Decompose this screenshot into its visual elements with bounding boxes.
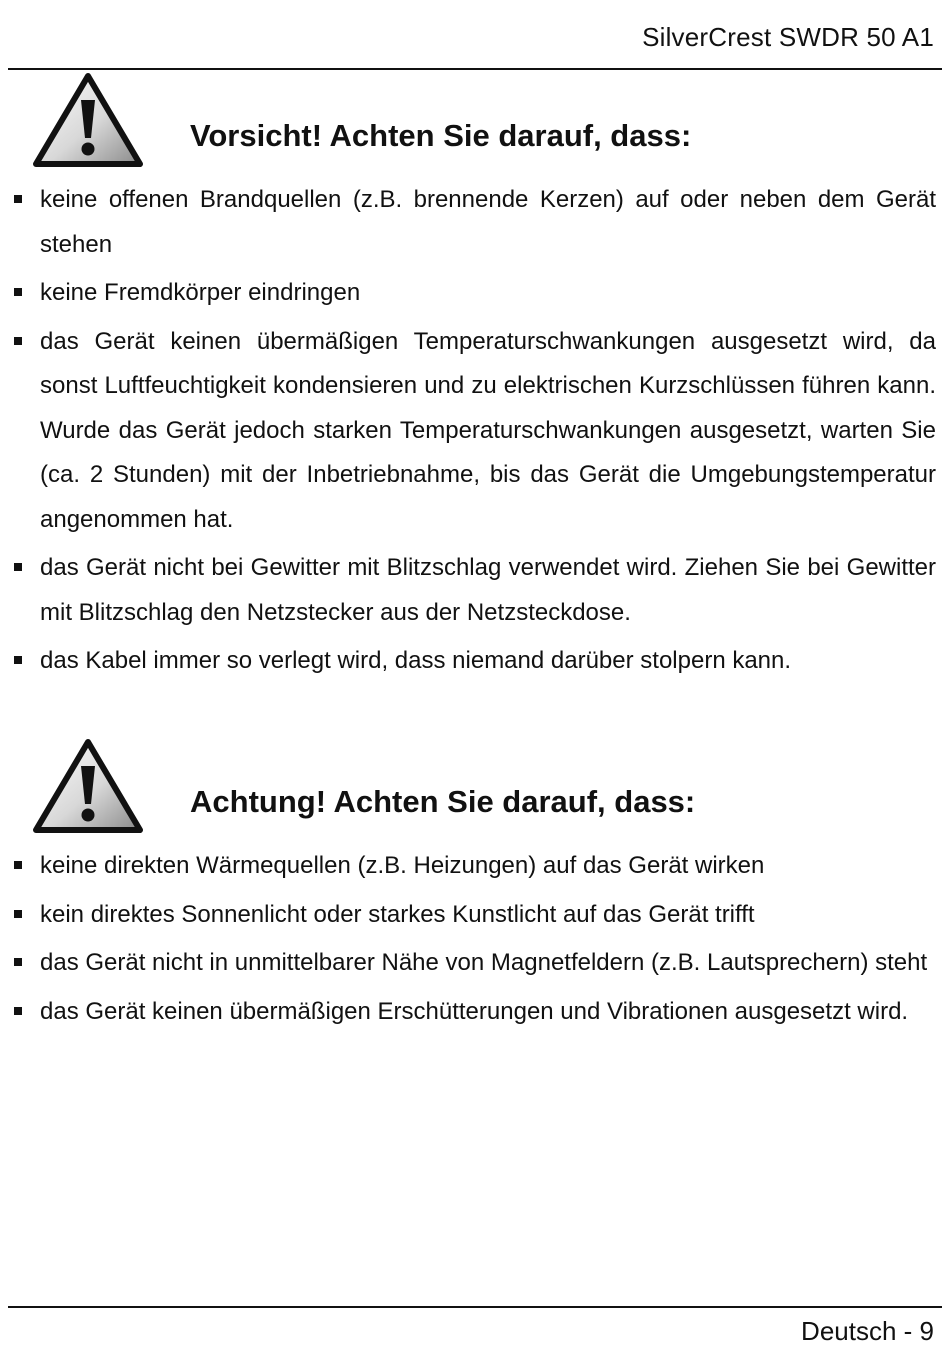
list-item [0, 178, 950, 267]
list-item [0, 844, 950, 889]
list-item [0, 990, 950, 1035]
list-item [0, 639, 950, 684]
bullet-square-icon [14, 288, 22, 296]
list-item-text: das Gerät nicht bei Gewitter mit Blitzschlag verwendet wird. Ziehen Sie bei Gewitter mit Blitzschlag den Netzstecker aus der Netzsteckdose. [40, 554, 936, 626]
bullet-square-icon [14, 195, 22, 203]
bullet-square-icon [14, 910, 22, 918]
bullet-square-icon [14, 656, 22, 664]
list-item-text: das Gerät nicht in unmittelbarer Nähe von Magnetfeldern (z.B. Lautsprechern) steht [40, 949, 928, 976]
attention-list [0, 844, 950, 1038]
list-item-text: kein direktes Sonnenlicht oder starkes Kunstlicht auf das Gerät trifft [40, 900, 755, 928]
list-item [0, 320, 950, 543]
header-product-title: SilverCrest SWDR 50 A1 [642, 22, 934, 52]
warning-triangle-icon [32, 738, 144, 836]
list-item-text: das Gerät keinen übermäßigen Erschütterungen und Vibrationen ausgesetzt wird. [40, 997, 909, 1025]
attention-heading: Achtung! Achten Sie darauf, dass: [190, 784, 696, 819]
bullet-square-icon [14, 958, 22, 966]
list-item-text: das Kabel immer so verlegt wird, dass niemand darüber stolpern kann. [40, 647, 792, 674]
page-number: Deutsch - 9 [801, 1316, 934, 1346]
bullet-square-icon [14, 563, 22, 571]
caution-heading: Vorsicht! Achten Sie darauf, dass: [190, 118, 692, 153]
list-item-text: keine Fremdkörper eindringen [40, 279, 361, 306]
list-item-text: keine direkten Wärmequellen (z.B. Heizungen) auf das Gerät wirken [40, 852, 765, 879]
list-item [0, 546, 950, 635]
list-item [0, 271, 950, 316]
footer-divider [8, 1306, 942, 1308]
attention-heading-row [0, 736, 950, 836]
list-item-text: keine offenen Brandquellen (z.B. brennende Kerzen) auf oder neben dem Gerät stehen [40, 186, 936, 258]
bullet-square-icon [14, 337, 22, 345]
bullet-square-icon [14, 1007, 22, 1015]
list-item [0, 893, 950, 938]
attention-section [0, 736, 950, 1025]
caution-heading-row [0, 70, 950, 170]
bullet-square-icon [14, 861, 22, 869]
list-item [0, 941, 950, 986]
list-item-text: das Gerät keinen übermäßigen Temperaturschwankungen ausgesetzt wird, da sonst Luftfeuchtigkeit kondensieren und zu elektrischen Kurzschlüssen führen kann. Wurde das Gerät jedoch starken Temperaturschwankungen ausgesetzt, warten Sie (ca. 2 Stunden) mit der Inbetriebnahme, bis das Gerät die Umgebungstemperatur angenommen hat. [40, 327, 936, 533]
caution-section [0, 70, 950, 674]
caution-list [0, 178, 950, 688]
warning-triangle-icon [32, 72, 144, 170]
